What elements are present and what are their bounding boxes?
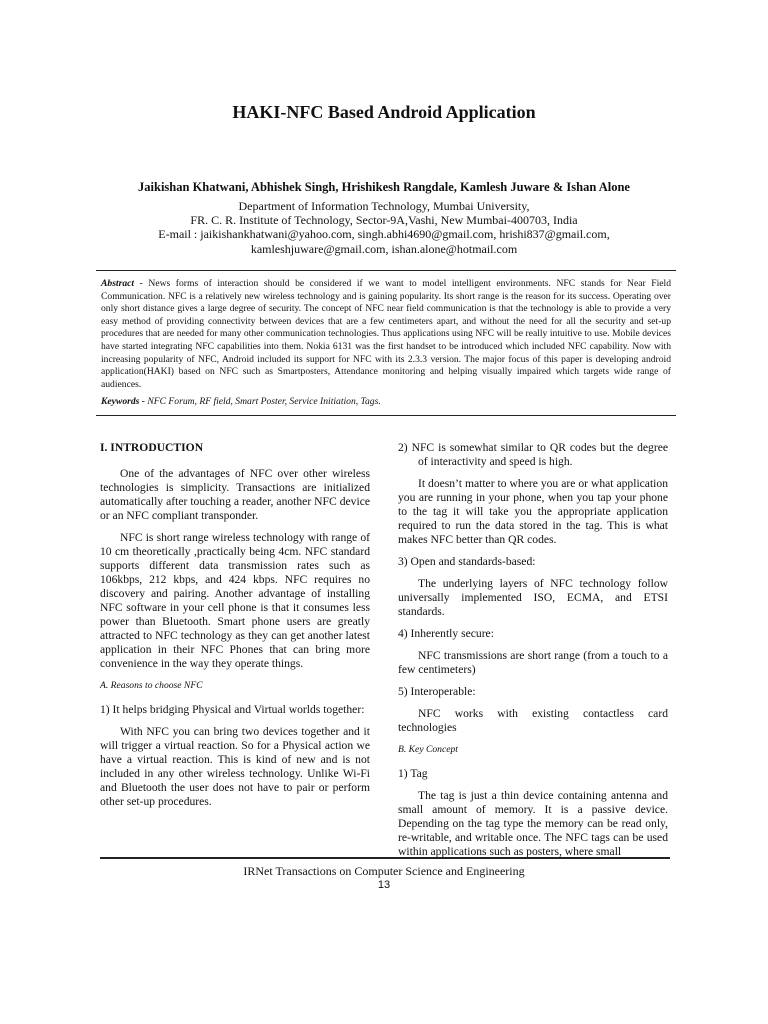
abstract-top-rule [96,270,676,271]
page-number: 13 [377,879,391,891]
list-item: 3) Open and standards-based: [398,555,536,568]
footer-rule [100,857,670,859]
paragraph: With NFC you can bring two devices together and it will trigger a virtual reaction. So for a Physical action we have a virtual reaction. This is kind of new and is not included in any other wireless technology. Unlike Wi-Fi and Bluetooth the user does not have to pair or perform other set-up procedures. [100,725,370,808]
journal-name: IRNet Transactions on Computer Science and Engineering [243,864,525,878]
paragraph: It doesn’t matter to where you are or what application you are running in your phone, when you tap your phone to the tag it will take you the appropriate application required to run the data stored in the tag. This is what makes NFC better than QR codes. [398,477,668,546]
list-item: 1) Tag [398,767,428,780]
list-item: 1) It helps bridging Physical and Virtual worlds together: [100,703,365,716]
affiliation-line: FR. C. R. Institute of Technology, Sector-9A,Vashi, New Mumbai-400703, India [190,213,578,228]
right-column [398,441,668,867]
paragraph: The tag is just a thin device containing antenna and small amount of memory. It is a passive device. Depending on the tag type the memory can be read only, re-writable, and writable once. The NFC tags can be used within applications such as posters, where small [398,789,668,858]
keywords [101,396,671,408]
paragraph: NFC transmissions are short range (from a touch to a few centimeters) [398,649,668,676]
subheading-reasons: A. Reasons to choose NFC [100,680,203,691]
affiliation-block [0,199,768,256]
paper-title: HAKI-NFC Based Android Application [232,102,536,122]
abstract-text: News forms of interaction should be considered if we want to model intelligent environments. NFC stands for Near Field Communication. NFC is a relatively new wireless technology and is gaining popularity. Its short range is the reason for its success. Operating over only short distance gives a large degree of security. The concept of NFC near field communication is that the technology is able to provide a very easy method of providing connectivity between devices that are a few centimeters apart, and without the need for all the security and set-up procedures that are needed for many other communication technologies. Thus applications using NFC will be really intuitive to use. Mobile devices have started integrating NFC capabilities into them. Nokia 6131 was the first handset to be introduced which included NFC capability. Now with increasing popularity of NFC, Android included its support for NFC with its 2.3.3 version. The major focus of this paper is developing android application(HAKI) based on NFC such as Smartposters, Attendance monitoring and helping visually impaired which targets wide range of audiences. [101,278,671,390]
abstract-label: Abstract - [101,278,149,289]
paragraph: One of the advantages of NFC over other wireless technologies is simplicity. Transactions are initialized automatically after touching a reader, another NFC device or an NFC compliant transponder. [100,467,370,522]
list-item: 2) NFC is somewhat similar to QR codes but the degree of interactivity and speed is high. [398,441,668,468]
section-heading-introduction: I. INTRODUCTION [100,441,204,454]
keywords-text: NFC Forum, RF field, Smart Poster, Service Initiation, Tags. [147,396,381,407]
list-item: 4) Inherently secure: [398,627,494,640]
paragraph: The underlying layers of NFC technology follow universally implemented ISO, ECMA, and ETSI standards. [398,577,668,618]
left-column [100,441,370,817]
author-list: Jaikishan Khatwani, Abhishek Singh, Hrishikesh Rangdale, Kamlesh Juware & Ishan Alone [138,180,630,194]
abstract-bottom-rule [96,415,676,416]
keywords-label: Keywords - [101,396,148,407]
list-item: 5) Interoperable: [398,685,476,698]
abstract [101,278,671,391]
page-footer [0,864,768,892]
email-line: E-mail : jaikishankhatwani@yahoo.com, singh.abhi4690@gmail.com, hrishi837@gmail.com, [158,227,610,242]
subheading-key-concept: B. Key Concept [398,744,458,755]
paragraph: NFC works with existing contactless card technologies [398,707,668,734]
email-line: kamleshjuware@gmail.com, ishan.alone@hotmail.com [250,241,518,256]
affiliation-line: Department of Information Technology, Mumbai University, [238,199,530,213]
paragraph: NFC is short range wireless technology with range of 10 cm theoretically ,practically being 4cm. NFC standard supports different data transmission rates such as 106kbps, 212 kbps, and 424 kbps. NFC requires no discovery and pairing. Another advantage of installing NFC software in your cell phone is that it consumes less power than Bluetooth. Smart phone users are greatly attracted to NFC technology as they can get another latest application in their NFC Phones that can bring more convenience in the way they operate things. [100,531,370,670]
